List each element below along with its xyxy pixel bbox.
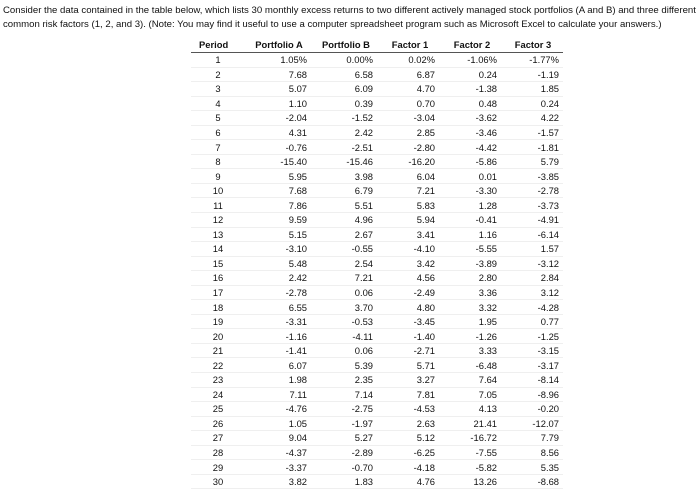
cell-factor-2: 13.26	[441, 474, 503, 489]
header-portfolio-b: Portfolio B	[313, 38, 379, 53]
table-row	[191, 387, 563, 402]
cell-factor-1: -2.49	[379, 285, 441, 300]
table-row	[191, 285, 563, 300]
cell-factor-3: -1.25	[503, 329, 563, 344]
cell-factor-2: 4.13	[441, 402, 503, 417]
cell-factor-2: -6.48	[441, 358, 503, 373]
cell-portfolio-a: 1.98	[245, 373, 313, 388]
cell-factor-3: -8.68	[503, 474, 563, 489]
cell-portfolio-b: 1.83	[313, 474, 379, 489]
cell-period: 23	[191, 373, 245, 388]
cell-period: 12	[191, 213, 245, 228]
cell-portfolio-a: 3.82	[245, 474, 313, 489]
cell-portfolio-b: 7.21	[313, 271, 379, 286]
cell-portfolio-b: 6.58	[313, 67, 379, 82]
cell-portfolio-a: -4.37	[245, 445, 313, 460]
cell-portfolio-b: -0.70	[313, 460, 379, 475]
cell-period: 18	[191, 300, 245, 315]
returns-table	[191, 38, 563, 489]
cell-period: 26	[191, 416, 245, 431]
cell-factor-3: -3.73	[503, 198, 563, 213]
cell-factor-2: 0.01	[441, 169, 503, 184]
cell-portfolio-b: 6.09	[313, 82, 379, 97]
cell-portfolio-b: 4.96	[313, 213, 379, 228]
cell-factor-2: 1.16	[441, 227, 503, 242]
cell-portfolio-b: -0.55	[313, 242, 379, 257]
cell-factor-1: 4.80	[379, 300, 441, 315]
table-row	[191, 358, 563, 373]
cell-portfolio-a: -4.76	[245, 402, 313, 417]
cell-factor-3: -1.81	[503, 140, 563, 155]
cell-factor-2: 3.33	[441, 343, 503, 358]
cell-factor-3: -12.07	[503, 416, 563, 431]
cell-factor-3: 5.79	[503, 154, 563, 169]
cell-period: 9	[191, 169, 245, 184]
table-row	[191, 373, 563, 388]
table-row	[191, 183, 563, 198]
table-row	[191, 460, 563, 475]
cell-period: 28	[191, 445, 245, 460]
cell-period: 27	[191, 431, 245, 446]
cell-factor-1: 0.02%	[379, 53, 441, 68]
table-row	[191, 445, 563, 460]
cell-period: 17	[191, 285, 245, 300]
cell-factor-3: 2.84	[503, 271, 563, 286]
cell-factor-2: 3.32	[441, 300, 503, 315]
cell-factor-3: -2.78	[503, 183, 563, 198]
cell-factor-1: 2.63	[379, 416, 441, 431]
cell-factor-1: 5.12	[379, 431, 441, 446]
cell-factor-1: 0.70	[379, 96, 441, 111]
table-row	[191, 314, 563, 329]
cell-factor-2: 1.95	[441, 314, 503, 329]
cell-portfolio-a: 7.68	[245, 67, 313, 82]
cell-portfolio-a: 7.86	[245, 198, 313, 213]
cell-portfolio-b: 7.14	[313, 387, 379, 402]
cell-factor-2: -3.89	[441, 256, 503, 271]
table-row	[191, 343, 563, 358]
cell-factor-3: -8.96	[503, 387, 563, 402]
cell-portfolio-a: -1.41	[245, 343, 313, 358]
table-row	[191, 474, 563, 489]
table-row	[191, 227, 563, 242]
cell-factor-2: -1.06%	[441, 53, 503, 68]
cell-factor-1: -16.20	[379, 154, 441, 169]
cell-factor-1: 4.56	[379, 271, 441, 286]
question-intro: Consider the data contained in the table below, which lists 30 monthly excess returns to two different actively managed stock portfolios (A and B) and three different common risk factors (1, 2, and 3). (Note: You may find it useful to use a computer spreadsheet program such as Microsoft Excel to calculate your answers.)	[3, 5, 696, 30]
cell-factor-2: -5.86	[441, 154, 503, 169]
header-portfolio-a: Portfolio A	[245, 38, 313, 53]
cell-portfolio-a: 5.07	[245, 82, 313, 97]
cell-period: 16	[191, 271, 245, 286]
cell-portfolio-b: -1.97	[313, 416, 379, 431]
cell-portfolio-b: -4.11	[313, 329, 379, 344]
cell-portfolio-a: 9.59	[245, 213, 313, 228]
cell-factor-1: 4.76	[379, 474, 441, 489]
cell-factor-3: 7.79	[503, 431, 563, 446]
cell-factor-2: -7.55	[441, 445, 503, 460]
cell-factor-1: -2.71	[379, 343, 441, 358]
cell-portfolio-a: -0.76	[245, 140, 313, 155]
cell-factor-2: 3.36	[441, 285, 503, 300]
cell-portfolio-b: -2.89	[313, 445, 379, 460]
cell-portfolio-a: 4.31	[245, 125, 313, 140]
cell-portfolio-b: 6.79	[313, 183, 379, 198]
cell-factor-2: 7.05	[441, 387, 503, 402]
cell-portfolio-a: 2.42	[245, 271, 313, 286]
cell-portfolio-a: -15.40	[245, 154, 313, 169]
cell-factor-1: 5.83	[379, 198, 441, 213]
table-row	[191, 111, 563, 126]
cell-period: 24	[191, 387, 245, 402]
cell-period: 8	[191, 154, 245, 169]
table-row	[191, 154, 563, 169]
cell-factor-1: -4.10	[379, 242, 441, 257]
table-row	[191, 96, 563, 111]
cell-period: 11	[191, 198, 245, 213]
cell-period: 14	[191, 242, 245, 257]
cell-factor-2: -3.30	[441, 183, 503, 198]
header-factor-3: Factor 3	[503, 38, 563, 53]
cell-factor-1: 3.41	[379, 227, 441, 242]
cell-period: 5	[191, 111, 245, 126]
cell-factor-1: -4.18	[379, 460, 441, 475]
cell-period: 13	[191, 227, 245, 242]
cell-factor-1: 4.70	[379, 82, 441, 97]
cell-factor-3: 1.57	[503, 242, 563, 257]
cell-period: 20	[191, 329, 245, 344]
cell-factor-1: 3.42	[379, 256, 441, 271]
cell-factor-2: -1.38	[441, 82, 503, 97]
cell-factor-2: -3.46	[441, 125, 503, 140]
cell-portfolio-a: 1.05	[245, 416, 313, 431]
cell-factor-1: 7.21	[379, 183, 441, 198]
cell-factor-3: -4.91	[503, 213, 563, 228]
cell-factor-3: 8.56	[503, 445, 563, 460]
cell-factor-2: -0.41	[441, 213, 503, 228]
cell-period: 22	[191, 358, 245, 373]
cell-period: 29	[191, 460, 245, 475]
table-row	[191, 82, 563, 97]
table-row	[191, 300, 563, 315]
cell-factor-2: -1.26	[441, 329, 503, 344]
cell-period: 6	[191, 125, 245, 140]
cell-portfolio-b: 2.54	[313, 256, 379, 271]
cell-portfolio-a: 6.07	[245, 358, 313, 373]
cell-portfolio-b: -2.51	[313, 140, 379, 155]
cell-factor-3: 4.22	[503, 111, 563, 126]
cell-portfolio-a: -1.16	[245, 329, 313, 344]
cell-factor-1: 7.81	[379, 387, 441, 402]
cell-portfolio-b: 5.51	[313, 198, 379, 213]
cell-factor-2: -4.42	[441, 140, 503, 155]
cell-portfolio-a: 7.68	[245, 183, 313, 198]
cell-portfolio-a: -2.78	[245, 285, 313, 300]
cell-factor-3: -1.19	[503, 67, 563, 82]
cell-portfolio-a: 5.48	[245, 256, 313, 271]
cell-period: 15	[191, 256, 245, 271]
cell-portfolio-a: 5.95	[245, 169, 313, 184]
table-row	[191, 431, 563, 446]
cell-factor-1: 5.94	[379, 213, 441, 228]
table-row	[191, 271, 563, 286]
table-body	[191, 53, 563, 489]
cell-factor-3: -3.85	[503, 169, 563, 184]
table-row	[191, 242, 563, 257]
cell-portfolio-b: 2.67	[313, 227, 379, 242]
cell-portfolio-a: -3.37	[245, 460, 313, 475]
cell-factor-3: 3.12	[503, 285, 563, 300]
table-row	[191, 67, 563, 82]
cell-factor-2: 21.41	[441, 416, 503, 431]
cell-factor-3: -0.20	[503, 402, 563, 417]
cell-factor-3: -8.14	[503, 373, 563, 388]
cell-portfolio-a: 1.10	[245, 96, 313, 111]
cell-factor-1: -6.25	[379, 445, 441, 460]
cell-portfolio-a: 6.55	[245, 300, 313, 315]
cell-factor-3: -3.12	[503, 256, 563, 271]
header-factor-1: Factor 1	[379, 38, 441, 53]
cell-period: 19	[191, 314, 245, 329]
cell-portfolio-b: -0.53	[313, 314, 379, 329]
cell-factor-1: -3.45	[379, 314, 441, 329]
cell-factor-2: -3.62	[441, 111, 503, 126]
table-row	[191, 140, 563, 155]
table-row	[191, 198, 563, 213]
cell-period: 30	[191, 474, 245, 489]
cell-portfolio-b: 0.00%	[313, 53, 379, 68]
cell-factor-3: -1.57	[503, 125, 563, 140]
cell-factor-1: 5.71	[379, 358, 441, 373]
header-factor-2: Factor 2	[441, 38, 503, 53]
cell-factor-1: -2.80	[379, 140, 441, 155]
cell-factor-3: -3.17	[503, 358, 563, 373]
cell-portfolio-b: 2.35	[313, 373, 379, 388]
cell-portfolio-a: -3.10	[245, 242, 313, 257]
header-period: Period	[191, 38, 245, 53]
cell-factor-3: -1.77%	[503, 53, 563, 68]
cell-factor-1: -4.53	[379, 402, 441, 417]
cell-factor-1: 6.87	[379, 67, 441, 82]
cell-factor-1: 2.85	[379, 125, 441, 140]
table-row	[191, 169, 563, 184]
cell-period: 4	[191, 96, 245, 111]
cell-portfolio-b: 2.42	[313, 125, 379, 140]
cell-portfolio-b: 0.06	[313, 343, 379, 358]
cell-factor-3: -4.28	[503, 300, 563, 315]
cell-factor-2: 1.28	[441, 198, 503, 213]
cell-factor-2: -5.82	[441, 460, 503, 475]
cell-factor-2: -5.55	[441, 242, 503, 257]
cell-factor-1: 3.27	[379, 373, 441, 388]
cell-portfolio-b: -1.52	[313, 111, 379, 126]
table-row	[191, 125, 563, 140]
cell-portfolio-a: 9.04	[245, 431, 313, 446]
cell-factor-3: 0.24	[503, 96, 563, 111]
cell-period: 3	[191, 82, 245, 97]
cell-factor-1: -1.40	[379, 329, 441, 344]
cell-period: 1	[191, 53, 245, 68]
cell-portfolio-b: 0.39	[313, 96, 379, 111]
cell-portfolio-b: 3.70	[313, 300, 379, 315]
table-row	[191, 256, 563, 271]
cell-factor-2: 0.48	[441, 96, 503, 111]
cell-period: 7	[191, 140, 245, 155]
cell-period: 25	[191, 402, 245, 417]
cell-factor-3: -6.14	[503, 227, 563, 242]
cell-portfolio-b: 5.39	[313, 358, 379, 373]
table-row	[191, 213, 563, 228]
cell-portfolio-b: -15.46	[313, 154, 379, 169]
cell-factor-3: -3.15	[503, 343, 563, 358]
table-header-row	[191, 38, 563, 53]
cell-portfolio-a: 5.15	[245, 227, 313, 242]
cell-portfolio-b: -2.75	[313, 402, 379, 417]
cell-period: 21	[191, 343, 245, 358]
cell-portfolio-b: 5.27	[313, 431, 379, 446]
cell-factor-2: 7.64	[441, 373, 503, 388]
cell-factor-3: 0.77	[503, 314, 563, 329]
cell-period: 2	[191, 67, 245, 82]
cell-factor-3: 1.85	[503, 82, 563, 97]
table-row	[191, 416, 563, 431]
cell-factor-2: 2.80	[441, 271, 503, 286]
cell-factor-1: 6.04	[379, 169, 441, 184]
cell-portfolio-a: 1.05%	[245, 53, 313, 68]
cell-portfolio-a: -2.04	[245, 111, 313, 126]
table-row	[191, 53, 563, 68]
cell-portfolio-b: 0.06	[313, 285, 379, 300]
cell-factor-2: 0.24	[441, 67, 503, 82]
cell-factor-3: 5.35	[503, 460, 563, 475]
cell-factor-1: -3.04	[379, 111, 441, 126]
cell-portfolio-a: -3.31	[245, 314, 313, 329]
cell-factor-2: -16.72	[441, 431, 503, 446]
cell-period: 10	[191, 183, 245, 198]
table-row	[191, 402, 563, 417]
table-row	[191, 329, 563, 344]
cell-portfolio-b: 3.98	[313, 169, 379, 184]
cell-portfolio-a: 7.11	[245, 387, 313, 402]
